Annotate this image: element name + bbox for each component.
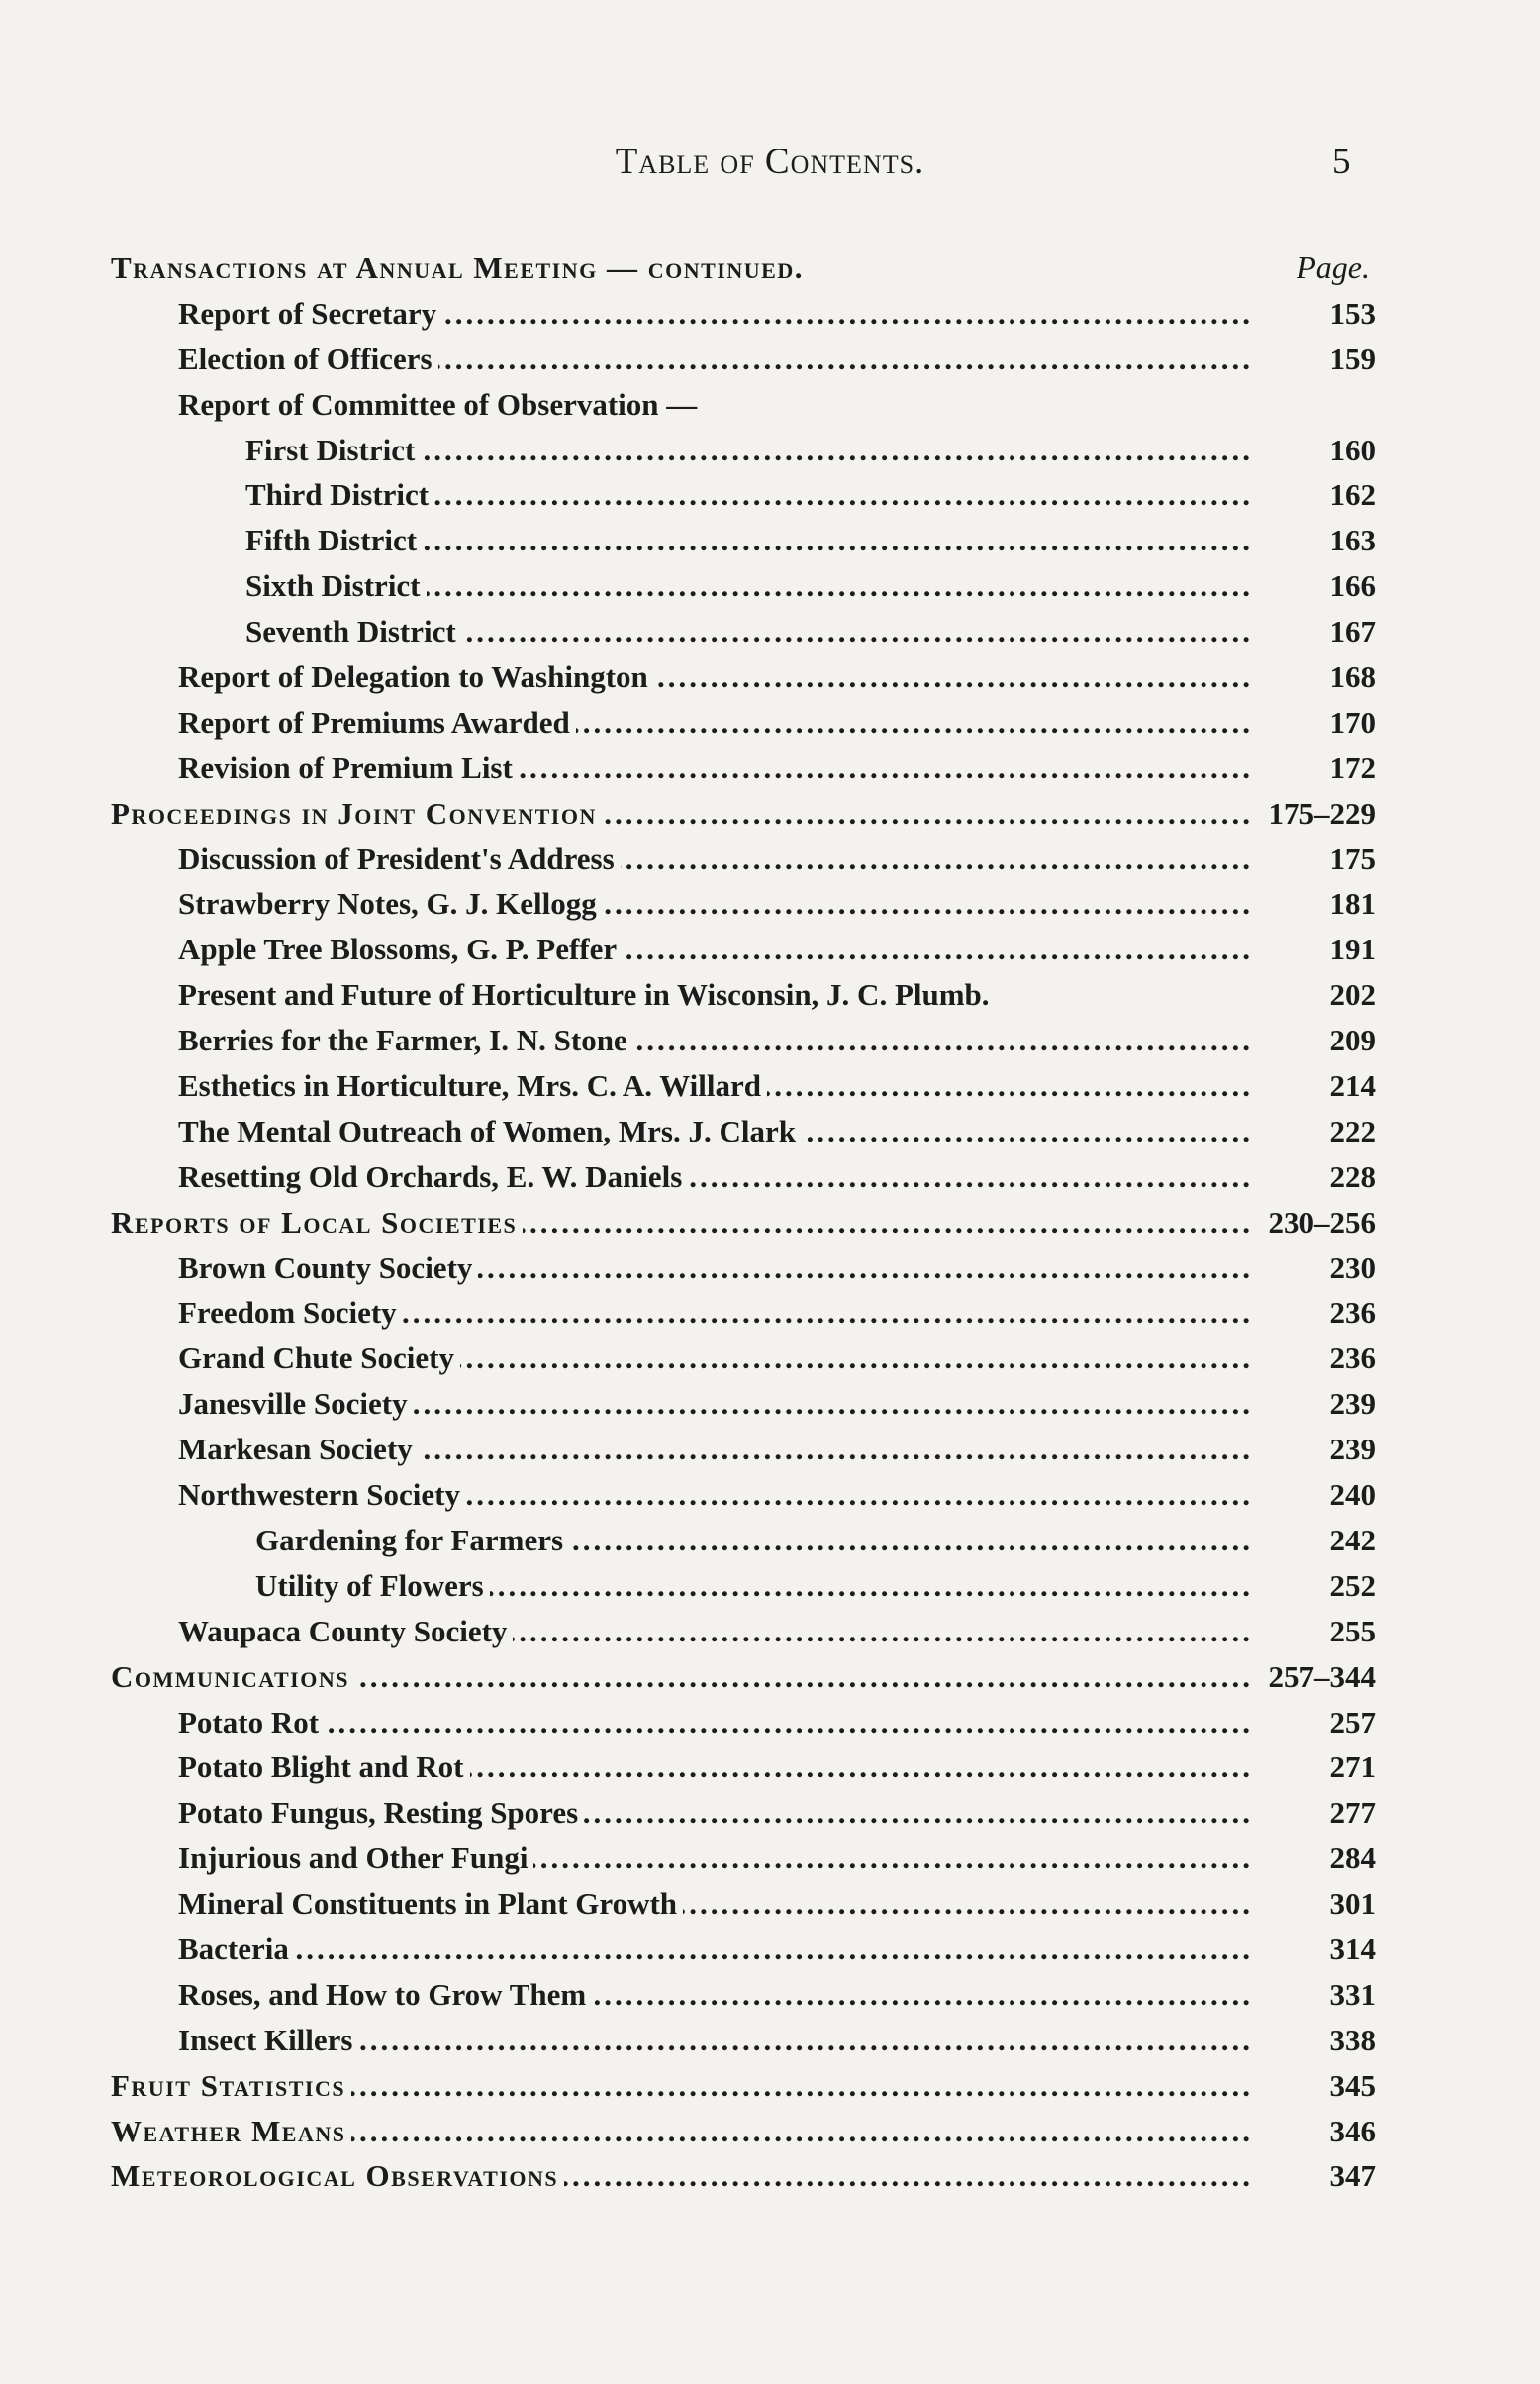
toc-entry-title: Sixth District	[245, 568, 421, 604]
toc-page-number: 160	[1329, 432, 1376, 467]
toc-page-number: 222	[1329, 1113, 1376, 1148]
toc-entry-row	[111, 927, 1376, 972]
toc-entry-title: Fifth District	[245, 523, 418, 558]
toc-page-number: 277	[1329, 1795, 1376, 1831]
toc-section-title: Weather Means	[111, 2113, 346, 2148]
page-title: Table of Contents.	[615, 142, 925, 182]
toc-page-number: 181	[1329, 886, 1376, 922]
toc-entry-title: Report of Committee of Observation —	[178, 386, 698, 422]
toc-entry-title: Northwestern Society	[178, 1477, 460, 1513]
toc-entry-row	[111, 1744, 1376, 1790]
toc-entry-row	[111, 1427, 1376, 1472]
toc-entry-row	[111, 1290, 1376, 1336]
dot-leader	[603, 881, 1253, 926]
toc-entry-row	[111, 745, 1376, 791]
toc-entry-title: Election of Officers	[178, 341, 433, 376]
toc-entry-row	[111, 1336, 1376, 1381]
toc-page-number: 284	[1329, 1840, 1376, 1876]
toc-entry-row	[111, 1018, 1376, 1063]
running-head	[0, 141, 1540, 190]
toc-entry-title: Seventh District	[245, 614, 456, 649]
toc-entry-title: Bacteria	[178, 1931, 289, 1966]
toc-entry-row	[111, 609, 1376, 654]
toc-page-number: 167	[1329, 614, 1376, 649]
dot-leader	[569, 1518, 1253, 1562]
dot-leader	[414, 1381, 1253, 1426]
toc-page-number: 202	[1329, 977, 1376, 1013]
toc-section-title: Reports of Local Societies	[111, 1204, 518, 1240]
toc-page-number: 338	[1329, 2022, 1376, 2057]
toc-page-number: 175	[1329, 841, 1376, 876]
toc-page-number: 230	[1329, 1249, 1376, 1285]
toc-entry-title: Insect Killers	[178, 2022, 353, 2057]
toc-page-number: 153	[1329, 295, 1376, 331]
toc-entry-title: Resetting Old Orchards, E. W. Daniels	[178, 1158, 683, 1194]
toc-page-number: 242	[1329, 1522, 1376, 1557]
toc-entry-row	[111, 1563, 1376, 1609]
dot-leader	[802, 1109, 1253, 1153]
dot-leader	[621, 837, 1253, 881]
dot-leader	[592, 1972, 1253, 2017]
dot-leader	[438, 337, 1253, 381]
toc-entry-row	[111, 1790, 1376, 1836]
toc-entry-title: Strawberry Notes, G. J. Kellogg	[178, 886, 597, 922]
dot-leader	[325, 1700, 1253, 1744]
toc-entry-row	[111, 291, 1376, 337]
toc-entry-row	[111, 1381, 1376, 1427]
toc-page-number: 162	[1329, 477, 1376, 513]
toc-page-number: 347	[1329, 2158, 1376, 2194]
toc-page-number: 255	[1329, 1613, 1376, 1648]
toc-entry-row	[111, 563, 1376, 609]
dot-leader	[603, 791, 1253, 836]
dot-leader	[359, 2018, 1253, 2062]
toc-page-number: 271	[1329, 1749, 1376, 1785]
toc-page-number: 170	[1329, 704, 1376, 740]
toc-page-number: 301	[1329, 1886, 1376, 1922]
dot-leader	[576, 700, 1253, 745]
toc-entry-title: First District	[245, 432, 416, 467]
toc-section-row	[111, 791, 1376, 837]
page-number: 5	[1332, 142, 1351, 182]
dot-leader	[478, 1245, 1253, 1290]
toc-entry-row	[111, 1836, 1376, 1881]
toc-entry-row	[111, 1154, 1376, 1200]
toc-section-row	[111, 246, 1376, 291]
dot-leader	[523, 1200, 1253, 1244]
toc-entry-row	[111, 1972, 1376, 2018]
dot-leader	[584, 1790, 1253, 1835]
dot-leader	[490, 1563, 1253, 1608]
dot-leader	[513, 1609, 1253, 1653]
dot-leader	[462, 609, 1253, 653]
toc-page-number: 168	[1329, 659, 1376, 695]
toc-page-number: 346	[1329, 2113, 1376, 2148]
toc-entry-row	[111, 837, 1376, 882]
toc-section-row	[111, 2153, 1376, 2199]
toc-section-row	[111, 2109, 1376, 2154]
dot-leader	[633, 1018, 1253, 1062]
toc-page-number: 252	[1329, 1567, 1376, 1603]
toc-entry-row	[111, 1609, 1376, 1654]
toc-page-number: 314	[1329, 1931, 1376, 1966]
toc-entry-title: Potato Blight and Rot	[178, 1749, 464, 1785]
dot-leader	[423, 518, 1253, 562]
dot-leader	[442, 291, 1253, 336]
toc-page-number: 166	[1329, 568, 1376, 604]
toc-entry-title: Report of Premiums Awarded	[178, 704, 570, 740]
toc-section-row	[111, 2063, 1376, 2109]
toc-section-title: Transactions at Annual Meeting — continued.	[111, 250, 804, 285]
toc-section-title: Proceedings in Joint Convention	[111, 795, 597, 831]
toc-section-title: Meteorological Observations	[111, 2158, 559, 2194]
toc-page-number: 228	[1329, 1158, 1376, 1194]
toc-entry-row	[111, 337, 1376, 382]
toc-entry-title: Grand Chute Society	[178, 1341, 454, 1376]
dot-leader	[351, 2109, 1253, 2153]
dot-leader	[623, 927, 1253, 971]
toc-entry-row	[111, 2018, 1376, 2063]
toc-page-number: 175–229	[1268, 795, 1376, 831]
page-column-label: Page.	[1297, 249, 1370, 285]
toc-page-number: 172	[1329, 749, 1376, 785]
toc-entry-title: Waupaca County Society	[178, 1613, 508, 1648]
dot-leader	[654, 654, 1253, 699]
toc-entry-row	[111, 1063, 1376, 1109]
dot-leader	[519, 745, 1253, 790]
dot-leader	[427, 563, 1253, 608]
toc-entry-title: Esthetics in Horticulture, Mrs. C. A. Willard	[178, 1068, 761, 1104]
toc-entry-title: Roses, and How to Grow Them	[178, 1976, 587, 2012]
toc-entry-row	[111, 1927, 1376, 1972]
toc-entry-title: Present and Future of Horticulture in Wisconsin, J. C. Plumb.	[178, 977, 990, 1013]
toc-entry-row	[111, 1881, 1376, 1927]
toc-entry-row	[111, 1245, 1376, 1291]
toc-entry-title: Potato Rot	[178, 1704, 320, 1739]
dot-leader	[466, 1472, 1253, 1517]
toc-entry-title: Report of Delegation to Washington	[178, 659, 648, 695]
toc-entry-title: Brown County Society	[178, 1249, 473, 1285]
toc-entry-row	[111, 1518, 1376, 1563]
toc-entry-row	[111, 518, 1376, 563]
toc-entry-row	[111, 1700, 1376, 1745]
toc-page-number: 236	[1329, 1295, 1376, 1331]
dot-leader	[460, 1336, 1253, 1380]
dot-leader	[688, 1154, 1253, 1199]
toc-entry-title: Mineral Constituents in Plant Growth	[178, 1886, 678, 1922]
toc-page-number: 214	[1329, 1068, 1376, 1104]
toc-page-number: 159	[1329, 341, 1376, 376]
toc-entry-row	[111, 1472, 1376, 1518]
dot-leader	[403, 1290, 1253, 1335]
toc-page-number: 209	[1329, 1023, 1376, 1058]
dot-leader	[355, 1654, 1253, 1699]
dot-leader	[351, 2063, 1253, 2108]
toc-entry-title: Apple Tree Blossoms, G. P. Peffer	[178, 932, 618, 967]
toc-entry-title: Potato Fungus, Resting Spores	[178, 1795, 579, 1831]
dot-leader	[295, 1927, 1253, 1971]
table-of-contents	[111, 246, 1376, 2199]
toc-page-number: 331	[1329, 1976, 1376, 2012]
toc-entry-row	[111, 881, 1376, 927]
dot-leader	[767, 1063, 1253, 1108]
toc-entry-title: Janesville Society	[178, 1386, 408, 1422]
toc-section-title: Communications	[111, 1658, 349, 1694]
toc-entry-title: The Mental Outreach of Women, Mrs. J. Clark	[178, 1113, 796, 1148]
toc-section-row	[111, 1654, 1376, 1700]
toc-section-row	[111, 1200, 1376, 1245]
toc-page-number: 239	[1329, 1386, 1376, 1422]
dot-leader	[419, 1427, 1253, 1471]
toc-page-number: 257–344	[1268, 1658, 1376, 1694]
toc-page-number: 240	[1329, 1477, 1376, 1513]
toc-entry-title: Report of Secretary	[178, 295, 437, 331]
dot-leader	[470, 1744, 1253, 1789]
toc-entry-row	[111, 428, 1376, 473]
toc-entry-row	[111, 972, 1376, 1018]
toc-page-number: 230–256	[1268, 1204, 1376, 1240]
dot-leader	[421, 428, 1253, 472]
toc-page-number: 163	[1329, 523, 1376, 558]
toc-page-number: 191	[1329, 932, 1376, 967]
toc-entry-title: Discussion of President's Address	[178, 841, 615, 876]
toc-entry-title: Utility of Flowers	[255, 1567, 484, 1603]
toc-page-number: 345	[1329, 2067, 1376, 2103]
toc-page-number: 257	[1329, 1704, 1376, 1739]
toc-entry-title: Gardening for Farmers	[255, 1522, 564, 1557]
toc-entry-row	[111, 472, 1376, 518]
dot-leader	[434, 472, 1253, 517]
toc-entry-title: Markesan Society	[178, 1432, 413, 1467]
dot-leader	[533, 1836, 1253, 1880]
toc-entry-title: Injurious and Other Fungi	[178, 1840, 529, 1876]
toc-entry-row	[111, 382, 1376, 428]
toc-entry-row	[111, 1109, 1376, 1154]
toc-entry-row	[111, 700, 1376, 745]
toc-page-number: 239	[1329, 1432, 1376, 1467]
toc-entry-title: Berries for the Farmer, I. N. Stone	[178, 1023, 627, 1058]
dot-leader	[564, 2153, 1253, 2198]
toc-section-title: Fruit Statistics	[111, 2067, 346, 2103]
toc-entry-title: Third District	[245, 477, 430, 513]
toc-entry-title: Freedom Society	[178, 1295, 397, 1331]
toc-page-number: 236	[1329, 1341, 1376, 1376]
toc-entry-row	[111, 654, 1376, 700]
toc-entry-title: Revision of Premium List	[178, 749, 513, 785]
dot-leader	[683, 1881, 1253, 1926]
